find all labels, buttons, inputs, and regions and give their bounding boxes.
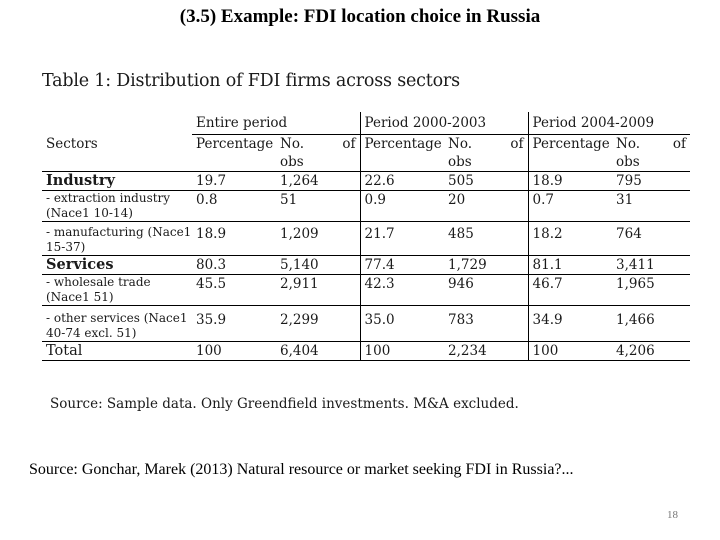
cell-value: 795 [612, 172, 690, 191]
cell-value: 1,264 [276, 172, 360, 191]
cell-value: 1,729 [444, 256, 528, 275]
cell-value: 100 [360, 342, 444, 361]
cell-value: 1,965 [612, 275, 690, 306]
cell-value: 505 [444, 172, 528, 191]
group-period-2000-2003: Period 2000-2003 [360, 112, 528, 135]
cell-value: 0.7 [528, 191, 612, 222]
cell-value: 783 [444, 306, 528, 342]
cell-value: 0.9 [360, 191, 444, 222]
group-period-2004-2009: Period 2004-2009 [528, 112, 690, 135]
cell-value: 5,140 [276, 256, 360, 275]
cell-value: 19.7 [192, 172, 276, 191]
row-label-line: - other services (Nace1 [46, 311, 188, 325]
col-obs-label: obs [616, 154, 640, 170]
col-no-obs [276, 135, 360, 172]
cell-value: 2,911 [276, 275, 360, 306]
cell-value: 20 [444, 191, 528, 222]
col-obs-label: obs [280, 154, 304, 170]
cell-value: 31 [612, 191, 690, 222]
cell-value: 45.5 [192, 275, 276, 306]
slide-source: Source: Gonchar, Marek (2013) Natural resource or market seeking FDI in Russia?... [29, 461, 574, 478]
fdi-distribution-table [42, 112, 690, 361]
row-label-line: 15-37) [46, 240, 86, 254]
col-percentage: Percentage [360, 135, 444, 172]
col-of-label: of [510, 136, 524, 152]
table-row-other-services [42, 306, 690, 342]
cell-value: 46.7 [528, 275, 612, 306]
cell-value: 18.9 [528, 172, 612, 191]
cell-value: 100 [192, 342, 276, 361]
col-no-label: No. [280, 136, 304, 152]
table-group-header-row [42, 112, 690, 135]
row-label-line: - wholesale trade [46, 275, 151, 289]
cell-value: 42.3 [360, 275, 444, 306]
row-label: Services [42, 256, 192, 275]
col-obs-label: obs [448, 154, 472, 170]
col-no-obs [444, 135, 528, 172]
cell-value: 18.2 [528, 222, 612, 256]
col-no-label: No. [448, 136, 473, 152]
table-row-services [42, 256, 690, 275]
table-caption: Table 1: Distribution of FDI firms across sectors [42, 71, 460, 91]
table-source-note: Source: Sample data. Only Greendfield investments. M&A excluded. [50, 396, 519, 412]
cell-value: 946 [444, 275, 528, 306]
cell-value: 0.8 [192, 191, 276, 222]
table-row-extraction [42, 191, 690, 222]
table-row-industry [42, 172, 690, 191]
table-column-header-row [42, 135, 690, 172]
cell-value: 100 [528, 342, 612, 361]
cell-value: 80.3 [192, 256, 276, 275]
row-label [42, 306, 192, 342]
cell-value: 21.7 [360, 222, 444, 256]
col-of-label: of [672, 136, 687, 152]
group-entire-period: Entire period [192, 112, 360, 135]
col-of-label: of [342, 136, 356, 152]
row-label-line: - manufacturing (Nace1 [46, 225, 192, 239]
cell-value: 81.1 [528, 256, 612, 275]
col-no-obs [612, 135, 690, 172]
table-row-wholesale [42, 275, 690, 306]
row-label [42, 222, 192, 256]
page-number: 18 [667, 509, 678, 521]
col-no-label: No. [616, 136, 641, 152]
row-label-line: 40-74 excl. 51) [46, 326, 137, 340]
cell-value: 1,209 [276, 222, 360, 256]
slide-title: (3.5) Example: FDI location choice in Russia [179, 6, 541, 27]
cell-value: 6,404 [276, 342, 360, 361]
cell-value: 51 [276, 191, 360, 222]
row-label: Industry [42, 172, 192, 191]
empty-header-cell [42, 112, 192, 135]
cell-value: 764 [612, 222, 690, 256]
row-label [42, 191, 192, 222]
cell-value: 3,411 [612, 256, 690, 275]
row-label-line: - extraction industry [46, 191, 171, 205]
cell-value: 77.4 [360, 256, 444, 275]
cell-value: 2,234 [444, 342, 528, 361]
table-row-total [42, 342, 690, 361]
cell-value: 485 [444, 222, 528, 256]
row-label [42, 275, 192, 306]
cell-value: 2,299 [276, 306, 360, 342]
col-sectors: Sectors [46, 135, 98, 152]
cell-value: 34.9 [528, 306, 612, 342]
cell-value: 18.9 [192, 222, 276, 256]
cell-value: 1,466 [612, 306, 690, 342]
cell-value: 4,206 [612, 342, 690, 361]
cell-value: 35.9 [192, 306, 276, 342]
cell-value: 22.6 [360, 172, 444, 191]
row-label-line: (Nace1 51) [46, 290, 114, 304]
row-label: Total [42, 342, 192, 361]
col-percentage: Percentage [528, 135, 612, 172]
cell-value: 35.0 [360, 306, 444, 342]
row-label-line: (Nace1 10-14) [46, 206, 133, 220]
col-percentage: Percentage [196, 136, 274, 152]
table-row-manufacturing [42, 222, 690, 256]
